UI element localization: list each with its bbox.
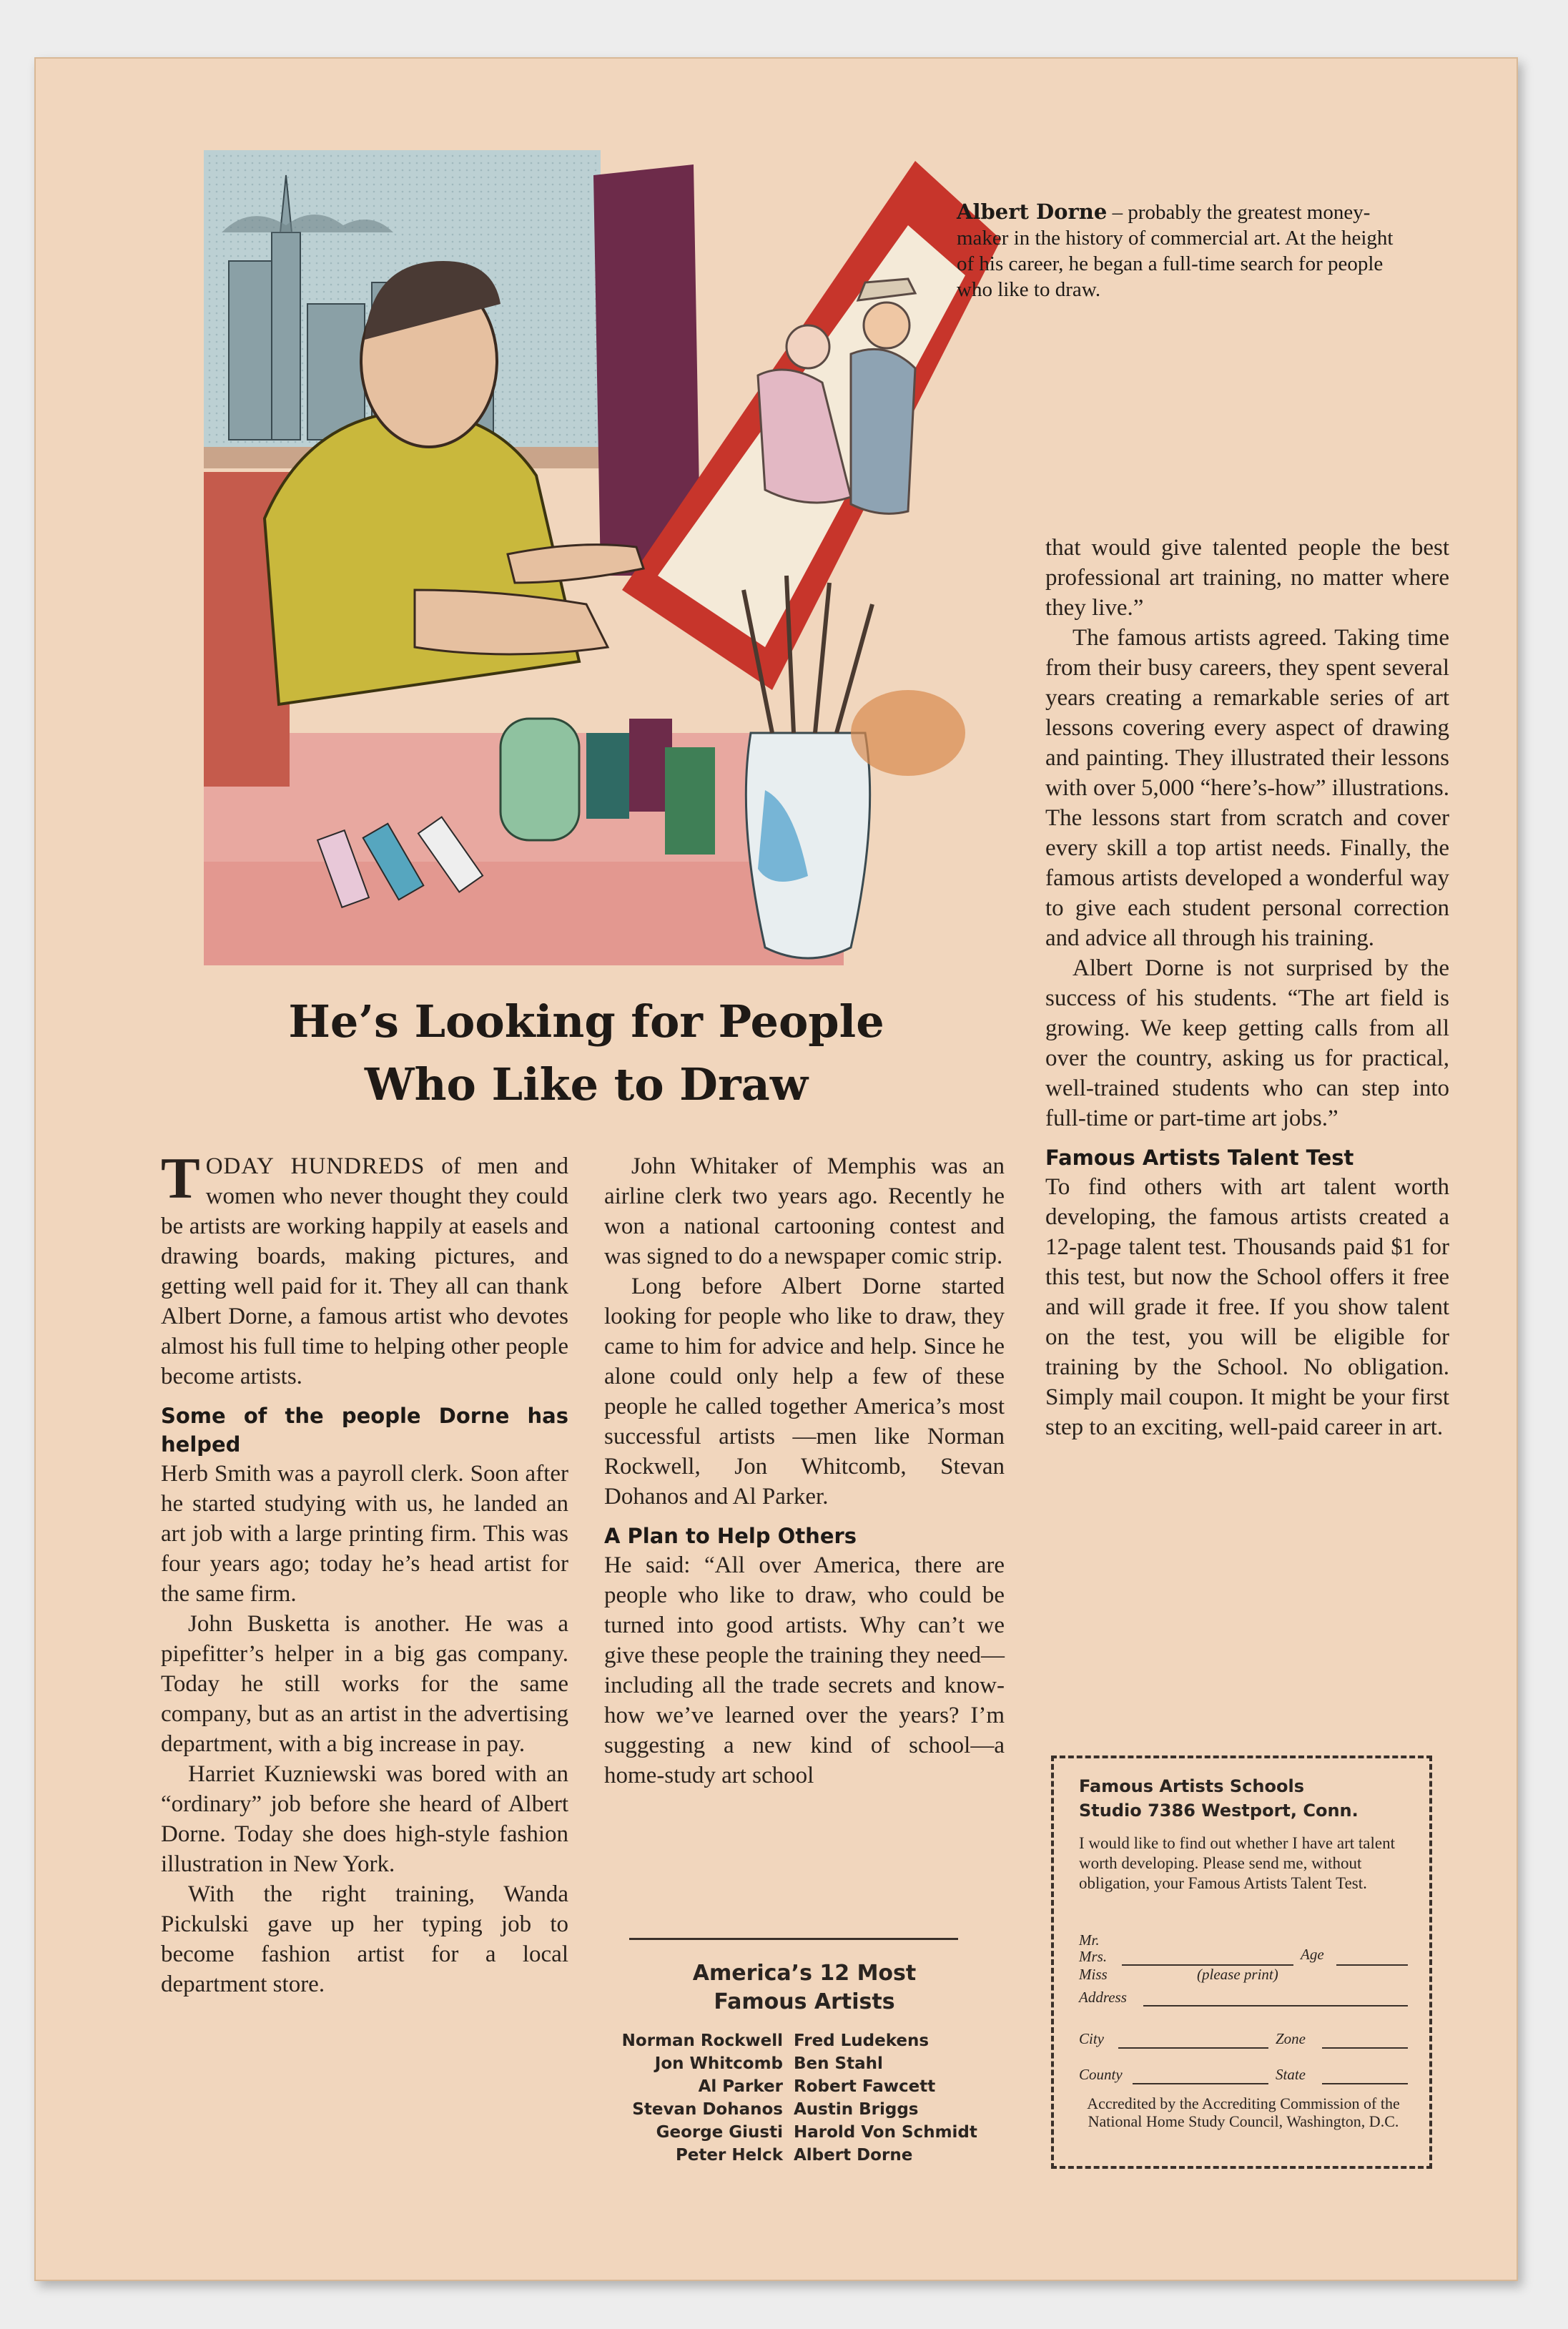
paragraph: Albert Dorne is not surprised by the success of his students. “The art field is growing. We keep getting calls from all over the country, asking us for practical, well-trained students who can step into full-time or part-time art jobs.” (1045, 955, 1449, 1131)
city-line[interactable] (1118, 2047, 1268, 2049)
artists-list-title (604, 1959, 1005, 2017)
miss-label: Miss (1079, 1966, 1108, 1983)
paragraph: He said: “All over America, there are people who like to draw, who could be turned into good artists. Why can’t we give these people the training they need—including all the trade secrets and know-how we’ve learned over the years? I’m suggesting a new kind of school—a home-study art school (604, 1552, 1005, 1788)
zone-label: Zone (1276, 2030, 1306, 2047)
age-line[interactable] (1336, 1964, 1408, 1966)
zone-line[interactable] (1322, 2047, 1408, 2049)
illustration-caption (957, 199, 1414, 302)
mr-label: Mr. (1079, 1931, 1100, 1949)
section-heading: Famous Artists Talent Test (1045, 1146, 1354, 1170)
paragraph: John Whitaker of Memphis was an airline clerk two years ago. Recently he won a national cartooning contest and was signed to do a newspaper comic strip. (604, 1153, 1005, 1269)
state-label: State (1276, 2066, 1306, 2083)
state-line[interactable] (1322, 2083, 1408, 2084)
artists-left-column (622, 2029, 783, 2167)
headline-line-2: Who Like to Draw (364, 1058, 809, 1111)
city-label: City (1079, 2030, 1104, 2047)
artist-name: Peter Helck (675, 2146, 783, 2165)
coupon-text: I would like to find out whether I have art talent worth developing. Please send me, without obligation, your Famous Artists Talent Test. (1079, 1834, 1395, 1892)
column-1 (161, 1146, 568, 1999)
headline-line-1: He’s Looking for People (288, 995, 884, 1048)
divider (629, 1938, 958, 1940)
drop-cap: T (161, 1146, 200, 1211)
headline (200, 990, 972, 1116)
artist-name: Al Parker (698, 2077, 783, 2096)
artist-name: Albert Dorne (794, 2146, 913, 2165)
artist-illustration (200, 147, 1022, 969)
coupon-title-line-1: Famous Artists Schools (1079, 1776, 1304, 1796)
artist-name: Ben Stahl (794, 2054, 883, 2073)
artist-name: George Giusti (656, 2123, 783, 2142)
intro-text: of men and women who never thought they could be artists are working happily at easels and drawing boards, making pictures, and getting well paid for it. They all can thank Albert Dorne, a famous artist who devotes almost his full time to helping other people become artists. (161, 1153, 568, 1389)
intro-paragraph (161, 1146, 568, 1392)
artists-right-column (794, 2029, 977, 2167)
coupon-title-line-2: Studio 7386 Westport, Conn. (1079, 1801, 1359, 1821)
address-line[interactable] (1143, 2005, 1408, 2007)
coupon-title (1079, 1774, 1359, 1823)
caption-name: Albert Dorne (957, 200, 1108, 224)
caption-text: – probably the greatest money-maker in the history of commercial art. At the height of his career, he began a full-time search for people who like to draw. (957, 201, 1394, 301)
artist-name: Harold Von Schmidt (794, 2123, 977, 2142)
paragraph: The famous artists agreed. Taking time from their busy careers, they spent several years creating a remarkable series of art lessons covering every aspect of drawing and painting. They illustrated their lessons with over 5,000 “here’s-how” illustrations. The lessons start from scratch and cover every skill a top artist needs. Finally, the famous artists developed a wonderful way to give each student personal correction and advice all through his training. (1045, 625, 1449, 951)
accreditation-note: Accredited by the Accrediting Commission of the National Home Study Council, Washington, D.C. (1087, 2094, 1400, 2130)
paragraph: that would give talented people the best professional art training, no matter where they live.” (1045, 535, 1449, 621)
paragraph: With the right training, Wanda Pickulski gave up her typing job to become fashion artist for a local department store. (161, 1881, 568, 1997)
print-hint: (please print) (1197, 1966, 1278, 1983)
intro-smallcaps: ODAY HUNDREDS (205, 1153, 425, 1179)
section-heading: A Plan to Help Others (604, 1524, 857, 1548)
paragraph: Long before Albert Dorne started looking for people who like to draw, they came to him for advice and help. Since he alone could only help a few of these people he called together America’s most successful artists —men like Norman Rockwell, Jon Whitcomb, Stevan Dohanos and Al Parker. (604, 1274, 1005, 1510)
paragraph: Harriet Kuzniewski was bored with an “ordinary” job before she heard of Albert Dorne. Today she does high-style fashion illustration in New York. (161, 1761, 568, 1877)
county-line[interactable] (1133, 2083, 1268, 2084)
artists-title-line-2: Famous Artists (714, 1989, 895, 2014)
artist-name: Austin Briggs (794, 2100, 919, 2119)
column-3 (1045, 533, 1449, 1442)
section-heading: Some of the people Dorne has helped (161, 1404, 568, 1457)
mrs-label: Mrs. (1079, 1948, 1108, 1965)
artist-name: Robert Fawcett (794, 2077, 936, 2096)
artists-title-line-1: America’s 12 Most (692, 1961, 917, 1986)
address-label: Address (1079, 1989, 1127, 2006)
paragraph: To find others with art talent worth developing, the famous artists created a 12-page talent test. Thousands paid $1 for this test, but now the School offers it free and will grade it free. If you show talent on the test, you will be eligible for training by the School. No obligation. Simply mail coupon. It might be your first step to an exciting, well-paid career in art. (1045, 1174, 1449, 1440)
artist-name: Jon Whitcomb (654, 2054, 783, 2073)
paragraph: John Busketta is another. He was a pipefitter’s helper in a big gas company. Today he still works for the same company, but as an artist in the advertising department, with a big increase in pay. (161, 1611, 568, 1757)
paragraph: Herb Smith was a payroll clerk. Soon after he started studying with us, he landed an art job with a large printing firm. This was four years ago; today he’s head artist for the same firm. (161, 1461, 568, 1607)
artist-name: Stevan Dohanos (632, 2100, 783, 2119)
artist-name: Fred Ludekens (794, 2032, 930, 2050)
mail-coupon[interactable] (1051, 1756, 1432, 2169)
county-label: County (1079, 2066, 1123, 2083)
artist-name: Norman Rockwell (621, 2032, 783, 2050)
age-label: Age (1301, 1946, 1324, 1963)
column-2 (604, 1151, 1005, 1791)
